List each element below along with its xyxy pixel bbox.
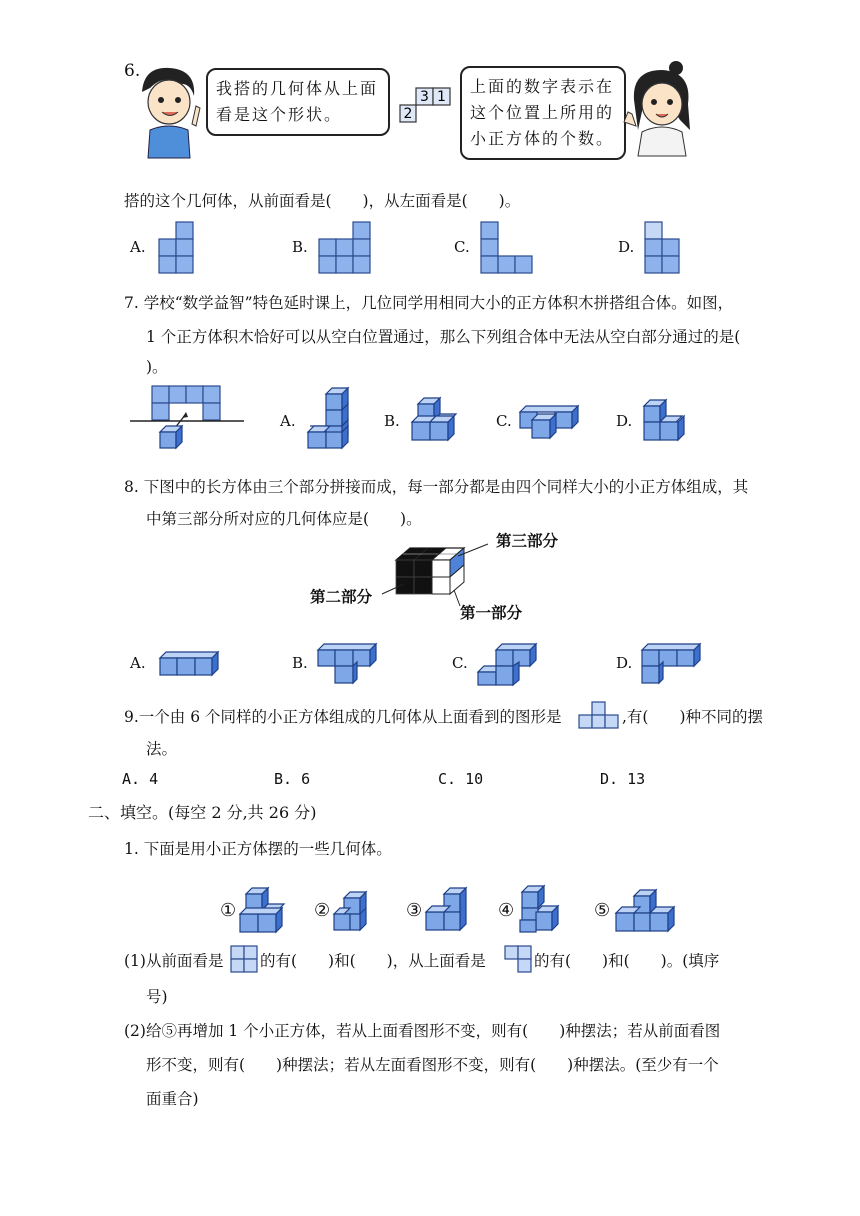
q9-top-view-figure	[578, 700, 622, 732]
top-view-number-grid	[398, 86, 454, 126]
q7-option-b-figure	[410, 394, 466, 446]
girl-illustration	[620, 60, 700, 156]
q6-bubble-left	[206, 68, 390, 136]
top-number-2: 2	[403, 106, 413, 122]
figure-3	[424, 884, 474, 936]
q6-option-d-figure	[644, 220, 684, 276]
sub1-top-view-figure	[504, 944, 536, 974]
q8-label-second: 第二部分	[310, 587, 373, 606]
figure-2	[332, 888, 378, 936]
figure-1	[238, 884, 294, 936]
q7-option-a-label: A.	[280, 412, 296, 430]
q9-option-c: C. 10	[438, 770, 484, 788]
q9-option-a: A. 4	[122, 770, 159, 788]
q8-option-c-figure	[476, 640, 542, 690]
q7-wall-figure	[130, 384, 246, 456]
q8-option-d-figure	[640, 640, 706, 690]
q8-option-b-figure	[316, 640, 382, 690]
q6-option-b-figure	[318, 220, 378, 276]
q8-line-2: 中第三部分所对应的几何体应是( )。	[146, 510, 422, 528]
top-number-1: 1	[437, 89, 446, 105]
q8-option-d-label: D.	[616, 654, 633, 672]
figure-label-2: ②	[314, 900, 331, 921]
sub1-part-a: (1)从前面看是	[124, 952, 224, 970]
q8-option-a-label: A.	[130, 654, 146, 672]
q8-cuboid-figure	[392, 544, 472, 600]
figure-label-1: ①	[220, 900, 237, 921]
sub1-front-view-figure	[230, 944, 262, 974]
sub1-part-c: 的有( )和( )。(填序	[534, 952, 720, 970]
q7-line-2: 1 个正方体积木恰好可以从空白位置通过，那么下列组合体中无法从空白部分通过的是(	[146, 328, 741, 346]
q8-label-first: 第一部分	[460, 603, 523, 622]
q8-option-b-label: B.	[292, 654, 308, 672]
q7-option-d-label: D.	[616, 412, 633, 430]
q8-label-third: 第三部分	[496, 531, 559, 550]
figure-5	[614, 886, 680, 936]
sub2-line-2: 形不变，则有( )种摆法；若从左面看图形不变，则有( )种摆法。(至少有一个	[146, 1056, 719, 1074]
bubble-right-line-3: 小正方体的个数。	[470, 129, 615, 148]
bubble-right-line-1: 上面的数字表示在	[470, 77, 615, 96]
sub2-line-3: 面重合)	[146, 1090, 199, 1108]
q6-option-c-label: C.	[454, 238, 470, 256]
q9-option-b: B. 6	[274, 770, 311, 788]
q9-line-1b: ,有( )种不同的摆	[622, 708, 764, 726]
q6-option-a-label: A.	[130, 238, 146, 256]
q6-question: 搭的这个几何体，从前面看是( )，从左面看是( )。	[124, 192, 521, 210]
q9-option-d: D. 13	[600, 770, 646, 788]
sub1-part-d: 号)	[146, 988, 168, 1006]
figure-label-5: ⑤	[594, 900, 611, 921]
q7-option-a-figure	[306, 384, 354, 454]
q7-option-d-figure	[642, 398, 692, 448]
q6-option-b-label: B.	[292, 238, 308, 256]
q8-option-a-figure	[158, 648, 224, 680]
section2-heading: 二、填空。(每空 2 分,共 26 分)	[88, 803, 317, 822]
q9-line-2: 法。	[146, 740, 178, 758]
q8-option-c-label: C.	[452, 654, 468, 672]
q9-line-1a: 9.一个由 6 个同样的小正方体组成的几何体从上面看到的图形是	[124, 708, 562, 726]
sub2-line-1: (2)给⑤再增加 1 个小正方体，若从上面看图形不变，则有( )种摆法；若从前面看图	[124, 1022, 721, 1040]
section2-q1: 1. 下面是用小正方体摆的一些几何体。	[124, 840, 392, 858]
q6-option-d-label: D.	[618, 238, 635, 256]
q7-line-3: )。	[146, 358, 168, 376]
bubble-right-line-2: 这个位置上所用的	[470, 103, 615, 122]
q6-bubble-right	[460, 66, 626, 160]
q6-option-c-figure	[480, 220, 540, 276]
q8-line-1: 8. 下图中的长方体由三个部分拼接而成，每一部分都是由四个同样大小的小正方体组成，其	[124, 478, 749, 496]
q6-option-a-figure	[158, 220, 198, 276]
q6-number: 6.	[124, 61, 141, 81]
q7-option-b-label: B.	[384, 412, 400, 430]
q7-option-c-label: C.	[496, 412, 512, 430]
figure-label-4: ④	[498, 900, 515, 921]
boy-illustration	[134, 62, 204, 158]
figure-label-3: ③	[406, 900, 423, 921]
figure-4	[516, 882, 566, 938]
top-number-3: 3	[420, 89, 429, 105]
sub1-part-b: 的有( )和( )，从上面看是	[260, 952, 486, 970]
bubble-left-line-2: 看是这个形状。	[216, 105, 343, 124]
q7-option-c-figure	[518, 400, 584, 442]
q7-line-1: 7. 学校“数学益智”特色延时课上，几位同学用相同大小的正方体积木拼搭组合体。如图，	[124, 294, 734, 312]
bubble-left-line-1: 我搭的几何体从上面	[216, 79, 379, 98]
